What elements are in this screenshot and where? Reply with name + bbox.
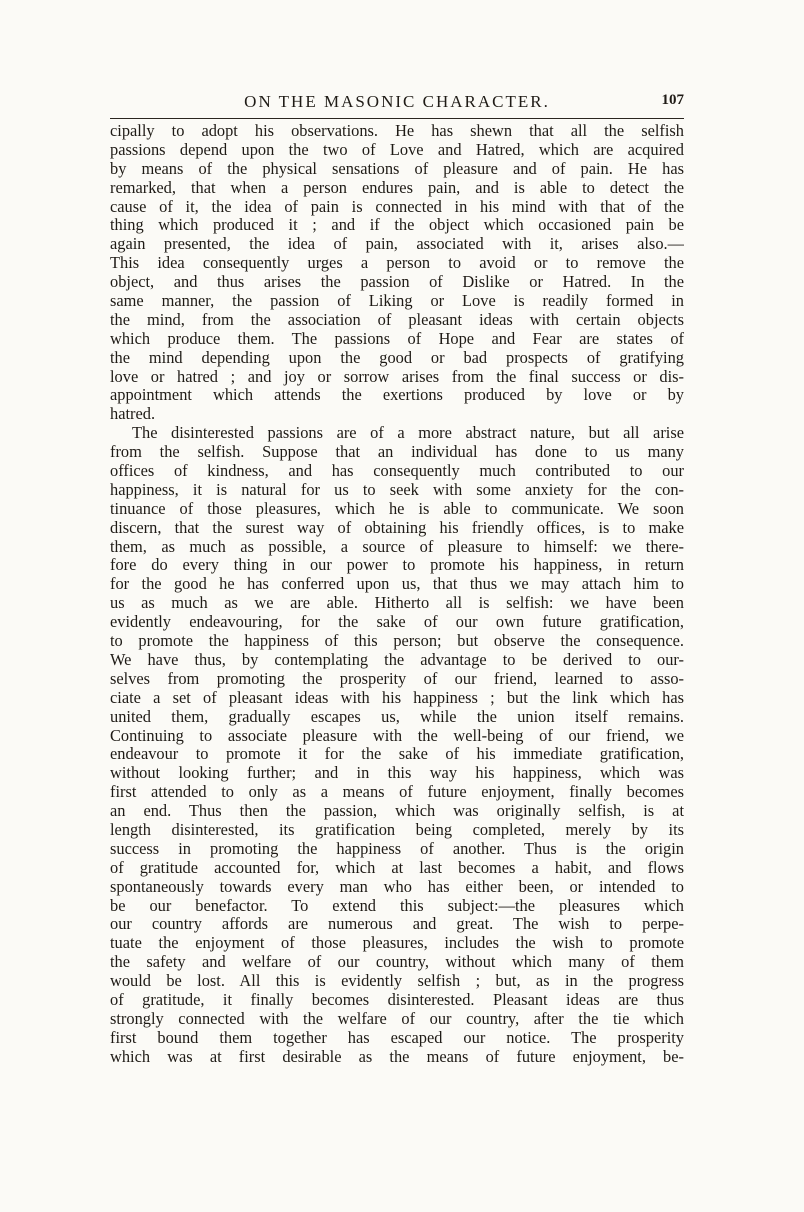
text-line: thing which produced it ; and if the object which occasioned pain be [110, 216, 684, 235]
text-line: ciate a set of pleasant ideas with his happiness ; but the link which has [110, 688, 684, 707]
text-line: passions depend upon the two of Love and Hatred, which are acquired [110, 140, 684, 159]
text-line: discern, that the surest way of obtaining his friendly offices, is to make [110, 518, 684, 537]
text-line: without looking further; and in this way his happiness, which was [110, 764, 684, 783]
text-line: strongly connected with the welfare of our country, after the tie which [110, 1009, 684, 1028]
text-line: first bound them together has escaped our notice. The prosperity [110, 1028, 684, 1047]
text-line: us as much as we are able. Hitherto all is selfish: we have been [110, 594, 684, 613]
text-line: love or hatred ; and joy or sorrow arises from the final success or dis- [110, 367, 684, 386]
text-line: would be lost. All this is evidently selfish ; but, as in the progress [110, 972, 684, 991]
text-line: same manner, the passion of Liking or Love is readily formed in [110, 292, 684, 311]
text-line: cause of it, the idea of pain is connected in his mind with that of the [110, 197, 684, 216]
text-line: appointment which attends the exertions produced by love or by [110, 386, 684, 405]
text-line: Continuing to associate pleasure with the well-being of our friend, we [110, 726, 684, 745]
text-line: for the good he has conferred upon us, that thus we may attach him to [110, 575, 684, 594]
text-line: which was at first desirable as the means of future enjoyment, be- [110, 1047, 684, 1066]
text-line: from the selfish. Suppose that an individual has done to us many [110, 443, 684, 462]
text-line: of gratitude, it finally becomes disinterested. Pleasant ideas are thus [110, 990, 684, 1009]
text-line: them, as much as possible, a source of pleasure to himself: we there- [110, 537, 684, 556]
text-line: endeavour to promote it for the sake of his immediate gratification, [110, 745, 684, 764]
text-line: of gratitude accounted for, which at last becomes a habit, and flows [110, 858, 684, 877]
header-rule [110, 118, 684, 119]
text-line: the safety and welfare of our country, without which many of them [110, 953, 684, 972]
text-line: tinuance of those pleasures, which he is able to communicate. We soon [110, 499, 684, 518]
text-line: This idea consequently urges a person to avoid or to remove the [110, 254, 684, 273]
running-head: ON THE MASONIC CHARACTER. [244, 92, 550, 111]
text-line: spontaneously towards every man who has either been, or intended to [110, 877, 684, 896]
text-line: our country affords are numerous and great. The wish to perpe- [110, 915, 684, 934]
text-line: to promote the happiness of this person; but observe the consequence. [110, 632, 684, 651]
text-line: fore do every thing in our power to promote his happiness, in return [110, 556, 684, 575]
text-line: be our benefactor. To extend this subject:—the pleasures which [110, 896, 684, 915]
page-number: 107 [661, 92, 684, 108]
text-line: happiness, it is natural for us to seek with some anxiety for the con- [110, 480, 684, 499]
text-line: remarked, that when a person endures pain, and is able to detect the [110, 178, 684, 197]
text-line: tuate the enjoyment of those pleasures, includes the wish to promote [110, 934, 684, 953]
text-line: the mind depending upon the good or bad prospects of gratifying [110, 348, 684, 367]
text-line: The disinterested passions are of a more abstract nature, but all arise [132, 424, 684, 443]
text-line: an end. Thus then the passion, which was originally selfish, is at [110, 802, 684, 821]
text-line: selves from promoting the prosperity of our friend, learned to asso- [110, 669, 684, 688]
text-line: We have thus, by contemplating the advantage to be derived to our- [110, 650, 684, 669]
text-line: length disinterested, its gratification being completed, merely by its [110, 820, 684, 839]
text-line: first attended to only as a means of future enjoyment, finally becomes [110, 783, 684, 802]
text-line: again presented, the idea of pain, associated with it, arises also.— [110, 235, 684, 254]
text-line: cipally to adopt his observations. He has shewn that all the selfish [110, 122, 684, 140]
text-line: by means of the physical sensations of pleasure and of pain. He has [110, 159, 684, 178]
body-text [110, 122, 684, 1067]
text-line: hatred. [110, 405, 156, 424]
text-line: success in promoting the happiness of another. Thus is the origin [110, 839, 684, 858]
text-line: which produce them. The passions of Hope and Fear are states of [110, 329, 684, 348]
text-line: united them, gradually escapes us, while the union itself remains. [110, 707, 684, 726]
text-line: evidently endeavouring, for the sake of our own future gratification, [110, 613, 684, 632]
text-line: object, and thus arises the passion of Dislike or Hatred. In the [110, 273, 684, 292]
text-line: offices of kindness, and has consequently much contributed to our [110, 462, 684, 481]
text-line: the mind, from the association of pleasant ideas with certain objects [110, 310, 684, 329]
